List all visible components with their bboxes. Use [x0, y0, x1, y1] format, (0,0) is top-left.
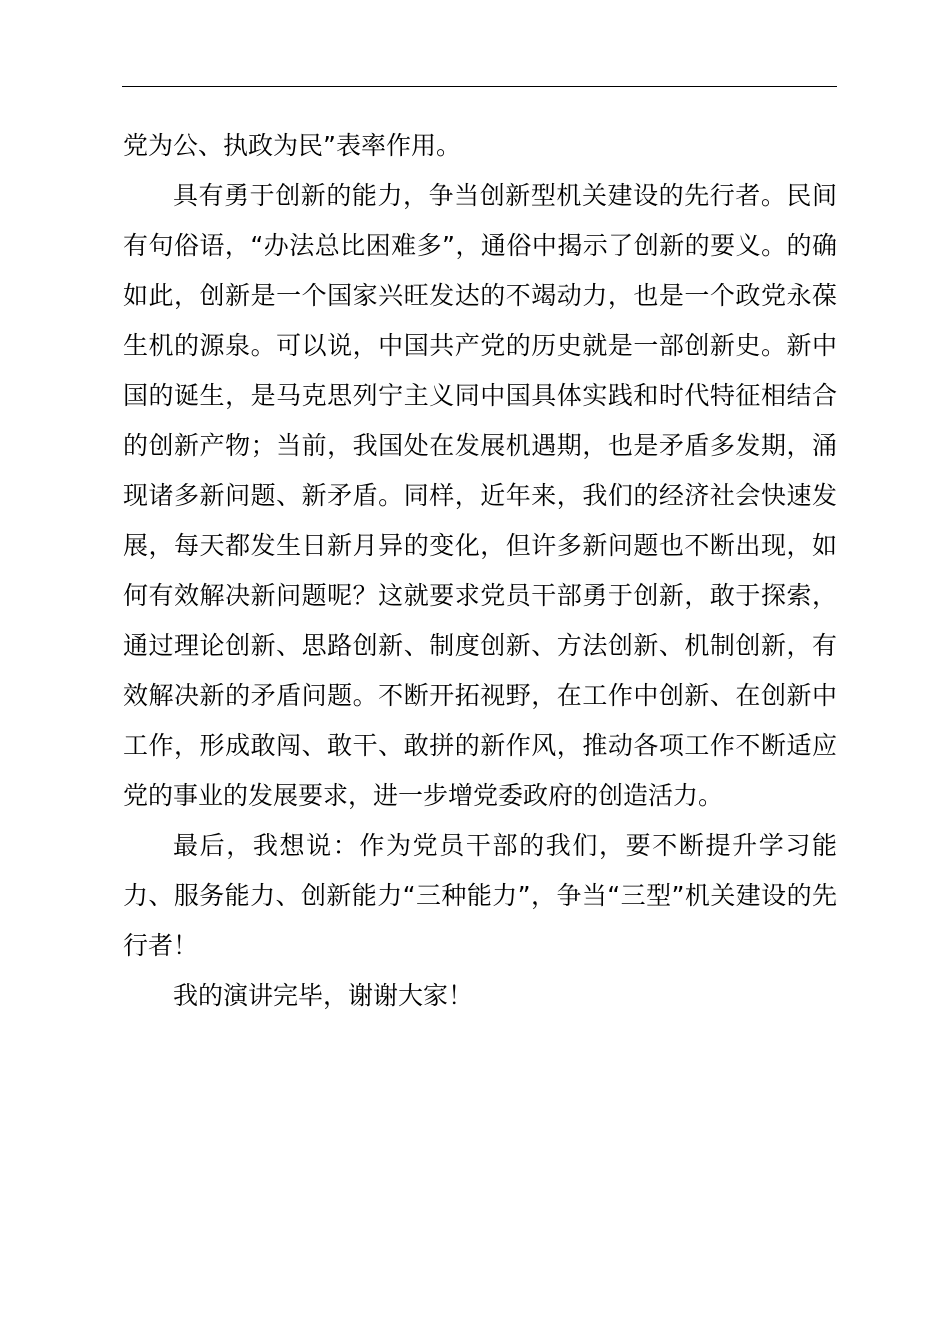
paragraph-closing: 我的演讲完毕，谢谢大家！ — [173, 981, 474, 1010]
paragraph-innovation: 具有勇于创新的能力，争当创新型机关建设的先行者。民间有句俗语，“办法总比困难多”，通俗中揭示了创新的要义。的确如此，创新是一个国家兴旺发达的不竭动力，也是一个政党永葆生机的源泉。可以说，中国共产党的历史就是一部创新史。新中国的诞生，是马克思列宁主义同中国具体实践和时代特征相结合的创新产物；当前，我国处在发展机遇期，也是矛盾多发期，涌现诸多新问题、新矛盾。同样，近年来，我们的经济社会快速发展，每天都发生日新月异的变化，但许多新问题也不断出现，如何有效解决新问题呢？这就要求党员干部勇于创新，敢于探索，通过理论创新、思路创新、制度创新、方法创新、机制创新，有效解决新的矛盾问题。不断开拓视野，在工作中创新、在创新中工作，形成敢闯、敢干、敢拼的新作风，推动各项工作不断适应党的事业的发展要求，进一步增党委政府的创造活力。 — [123, 181, 837, 810]
header-rule — [122, 86, 837, 87]
document-body — [123, 121, 837, 1021]
paragraph-conclusion: 最后，我想说：作为党员干部的我们，要不断提升学习能力、服务能力、创新能力“三种能力”，争当“三型”机关建设的先行者！ — [123, 831, 837, 960]
paragraph-continuation: 党为公、执政为民”表率作用。 — [123, 131, 461, 160]
